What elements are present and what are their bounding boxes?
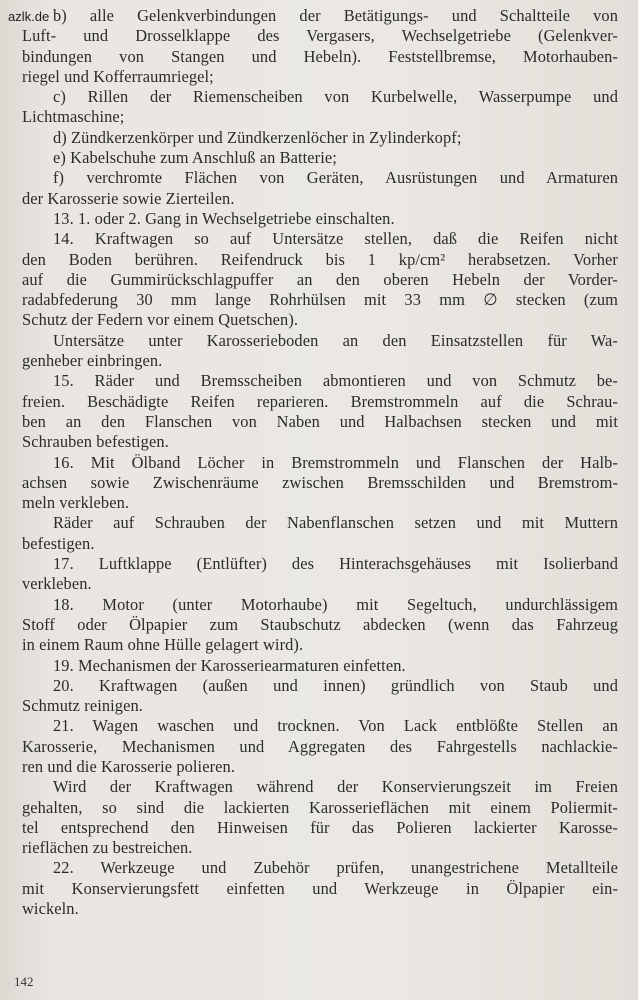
text-line: Räder auf Schrauben der Nabenflanschen setzen und mit Muttern <box>53 513 618 533</box>
text-line: riegel und Kofferraumriegel; <box>22 66 214 86</box>
text-line: 16. Mit Ölband Löcher in Bremstrommeln und Flanschen der Halb- <box>53 452 618 472</box>
text-line: c) Rillen der Riemenscheiben von Kurbelwelle, Wasserpumpe und <box>53 87 618 107</box>
text-line: Luft- und Drosselklappe des Vergasers, Wechselgetriebe (Gelenkver- <box>22 26 618 46</box>
text-line: bindungen von Stangen und Hebeln). Feststellbremse, Motorhauben- <box>22 46 618 66</box>
text-line: 15. Räder und Bremsscheiben abmontieren und von Schmutz be- <box>53 371 618 391</box>
text-line: f) verchromte Flächen von Geräten, Ausrüstungen und Armaturen <box>53 168 618 188</box>
text-line: 13. 1. oder 2. Gang in Wechselgetriebe einschalten. <box>53 208 395 228</box>
text-line: auf die Gummirückschlagpuffer an den oberen Hebeln der Vorder- <box>22 269 618 289</box>
text-line: e) Kabelschuhe zum Anschluß an Batterie; <box>53 148 337 168</box>
text-line: Schrauben befestigen. <box>22 432 169 452</box>
text-line: meln verkleben. <box>22 493 130 513</box>
text-line: 17. Luftklappe (Entlüfter) des Hinterachsgehäuses mit Isolierband <box>53 554 618 574</box>
text-line: 21. Wagen waschen und trocknen. Von Lack entblößte Stellen an <box>53 716 618 736</box>
text-line: 14. Kraftwagen so auf Untersätze stellen, daß die Reifen nicht <box>53 229 618 249</box>
page-body-text <box>22 6 618 919</box>
text-line: Wird der Kraftwagen während der Konservierungszeit im Freien <box>53 777 618 797</box>
text-line: befestigen. <box>22 533 95 553</box>
text-line: 20. Kraftwagen (außen und innen) gründlich von Staub und <box>53 675 618 695</box>
text-line: ren und die Karosserie polieren. <box>22 756 236 776</box>
text-line: 22. Werkzeuge und Zubehör prüfen, unangestrichene Metallteile <box>53 858 618 878</box>
text-line: gehalten, so sind die lackierten Karosserieflächen mit einem Poliermit- <box>22 797 618 817</box>
text-line: den Boden berühren. Reifendruck bis 1 kp/cm² herabsetzen. Vorher <box>22 249 618 269</box>
text-line: b) alle Gelenkverbindungen der Betätigungs- und Schaltteile von <box>53 6 618 25</box>
page-number: 142 <box>14 974 34 989</box>
text-line: Schmutz reinigen. <box>22 696 143 716</box>
text-line: in einem Raum ohne Hülle gelagert wird). <box>22 635 304 655</box>
text-line: ben an den Flanschen von Naben und Halbachsen stecken und mit <box>22 411 618 431</box>
text-line: tel entsprechend den Hinweisen für das Polieren lackierter Karosse- <box>22 817 618 837</box>
text-line: freien. Beschädigte Reifen reparieren. Bremstrommeln auf die Schrau- <box>22 391 618 411</box>
watermark-label: azlk.de <box>8 9 50 24</box>
text-line: Karosserie, Mechanismen und Aggregaten des Fahrgestells nachlackie- <box>22 736 618 756</box>
text-line: wickeln. <box>22 899 79 919</box>
text-line: d) Zündkerzenkörper und Zündkerzenlöcher in Zylinderkopf; <box>53 127 462 147</box>
text-line: Schutz der Federn vor einem Quetschen). <box>22 310 299 330</box>
text-line: Lichtmaschine; <box>22 107 125 127</box>
text-line: radabfederung 30 mm lange Rohrhülsen mit 33 mm ∅ stecken (zum <box>22 290 618 310</box>
text-line: Untersätze unter Karosserieboden an den Einsatzstellen für Wa- <box>53 330 618 350</box>
text-line: der Karosserie sowie Zierteilen. <box>22 188 235 208</box>
text-line: 19. Mechanismen der Karosseriearmaturen einfetten. <box>53 655 406 675</box>
text-line: genheber einbringen. <box>22 351 163 371</box>
text-line: rieflächen zu bestreichen. <box>22 838 193 858</box>
text-line: mit Konservierungsfett einfetten und Werkzeuge in Ölpapier ein- <box>22 878 618 898</box>
text-line: achsen sowie Zwischenräume zwischen Bremsschilden und Bremstrom- <box>22 472 618 492</box>
text-line: verkleben. <box>22 574 92 594</box>
text-line: 18. Motor (unter Motorhaube) mit Segeltuch, undurchlässigem <box>53 594 618 614</box>
text-line: Stoff oder Ölpapier zum Staubschutz abdecken (wenn das Fahrzeug <box>22 614 618 634</box>
